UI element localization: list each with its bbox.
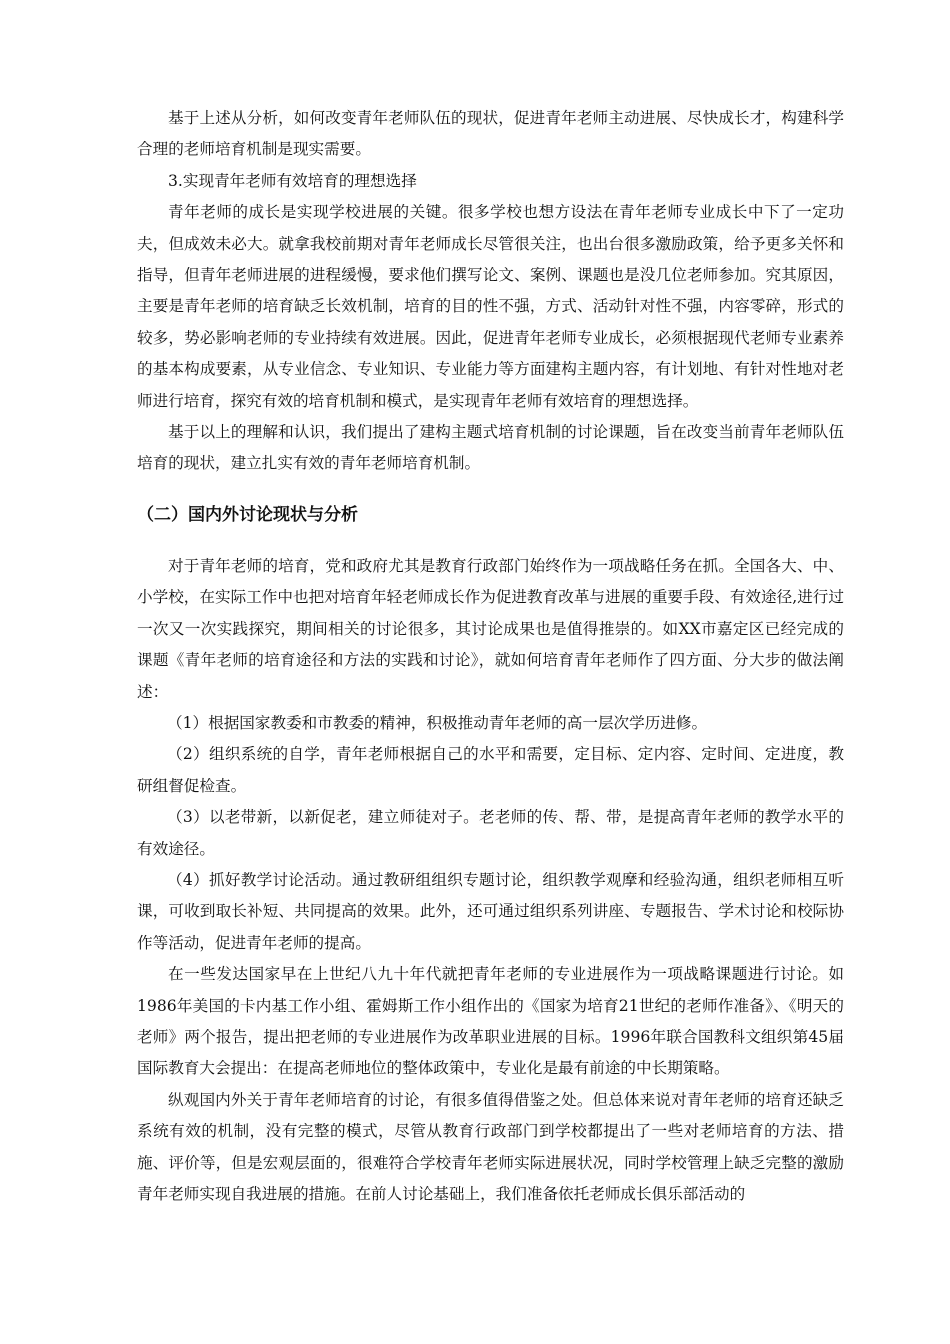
paragraph-domestic-research: 对于青年老师的培育，党和政府尤其是教育行政部门始终作为一项战略任务在抓。全国各大、中、小学校，在实际工作中也把对培育年轻老师成长作为促进教育改革与进展的重要手段、有效途径,进行过一次又一次实践探究，期间相关的讨论很多，其讨论成果也是值得推崇的。如XX市嘉定区已经完成的课题《青年老师的培育途径和方法的实践和讨论》，就如何培育青年老师作了四方面、分大步的做法阐述：	[137, 556, 844, 701]
paragraph-overview: 纵观国内外关于青年老师培育的讨论，有很多值得借鉴之处。但总体来说对青年老师的培育还缺乏系统有效的机制，没有完整的模式，尽管从教育行政部门到学校都提出了一些对老师培育的方法、措施、评价等，但是宏观层面的，很难符合学校青年老师实际进展状况，同时学校管理上缺乏完整的激励青年老师实现自我进展的措施。在前人讨论基础上，我们准备依托老师成长俱乐部活动的	[137, 1090, 844, 1203]
list-item-3: （3）以老带新，以新促老，建立师徒对子。老老师的传、帮、带，是提高青年老师的教学水平的有效途径。	[137, 808, 844, 858]
paragraph-foreign-research: 在一些发达国家早在上世纪八九十年代就把青年老师的专业进展作为一项战略课题进行讨论。如1986年美国的卡内基工作小组、霍姆斯工作小组作出的《国家为培育21世纪的老师作准备》、《明天的老师》两个报告，提出把老师的专业进展作为改革职业进展的目标。1996年联合国教科文组织第45届国际教育大会提出：在提高老师地位的整体政策中，专业化是最有前途的中长期策略。	[137, 965, 844, 1078]
paragraph-research-topic: 基于以上的理解和认识，我们提出了建构主题式培育机制的讨论课题，旨在改变当前青年老师队伍培育的现状，建立扎实有效的青年老师培育机制。	[137, 423, 844, 473]
section-heading-research-status: （二）国内外讨论现状与分析	[137, 504, 358, 525]
subheading-ideal-choice: 3.实现青年老师有效培育的理想选择	[168, 171, 417, 190]
paragraph-teacher-growth: 青年老师的成长是实现学校进展的关键。很多学校也想方设法在青年老师专业成长中下了一定功夫，但成效未必大。就拿我校前期对青年老师成长尽管很关注，也出台很多激励政策，给予更多关怀和指导，但青年老师进展的进程缓慢，要求他们撰写论文、案例、课题也是没几位老师参加。究其原因，主要是青年老师的培育缺乏长效机制，培育的目的性不强，方式、活动针对性不强，内容零碎，形式的较多，势必影响老师的专业持续有效进展。因此，促进青年老师专业成长，必须根据现代老师专业素养的基本构成要素，从专业信念、专业知识、专业能力等方面建构主题内容，有计划地、有针对性地对老师进行培育，探究有效的培育机制和模式，是实现青年老师有效培育的理想选择。	[137, 203, 844, 410]
list-item-4: （4）抓好教学讨论活动。通过教研组组织专题讨论，组织教学观摩和经验沟通，组织老师相互听课，可收到取长补短、共同提高的效果。此外，还可通过组织系列讲座、专题报告、学术讨论和校际协作等活动，促进青年老师的提高。	[137, 870, 844, 952]
paragraph-need-for-mechanism: 基于上述从分析，如何改变青年老师队伍的现状，促进青年老师主动进展、尽快成长才，构建科学合理的老师培育机制是现实需要。	[137, 109, 844, 159]
list-item-2: （2）组织系统的自学，青年老师根据自己的水平和需要，定目标、定内容、定时间、定进度，教研组督促检查。	[137, 745, 844, 795]
list-item-1: （1）根据国家教委和市教委的精神，积极推动青年老师的高一层次学历进修。	[167, 713, 708, 732]
